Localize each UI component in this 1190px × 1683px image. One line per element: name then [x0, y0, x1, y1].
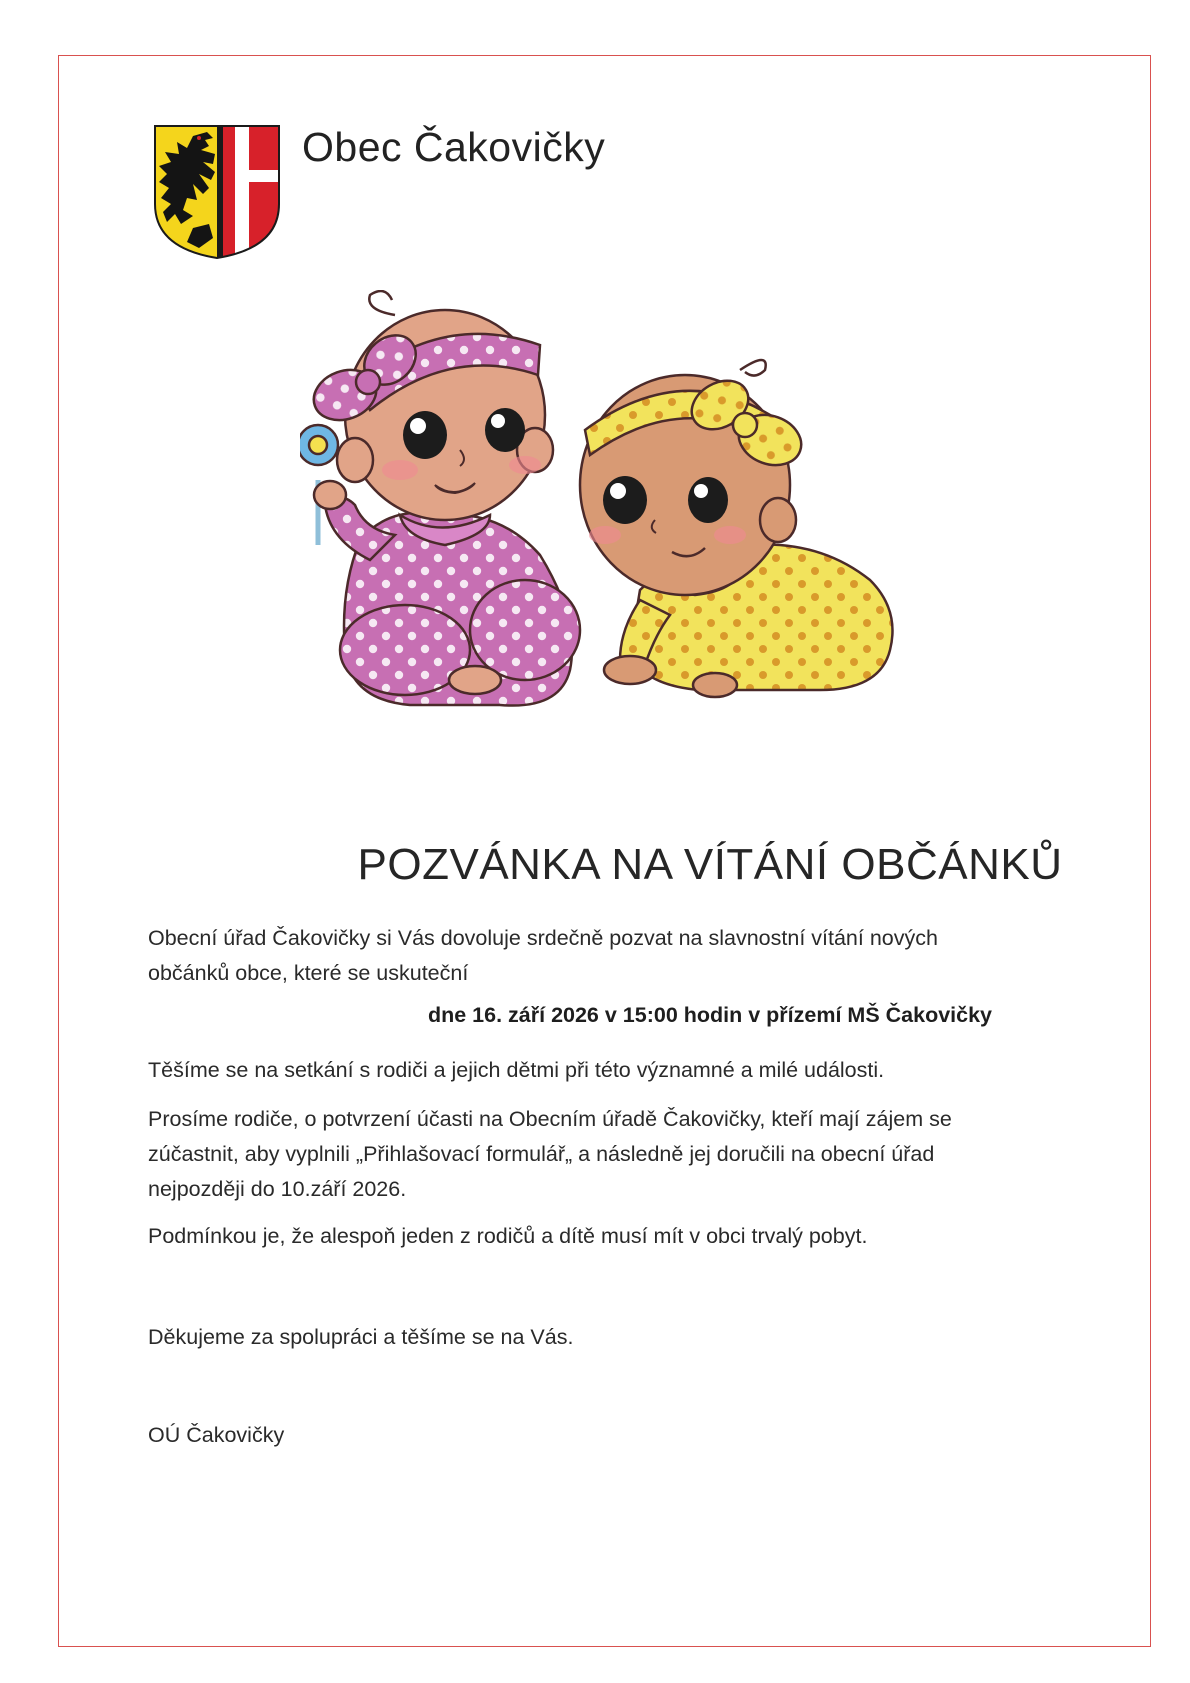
- invitation-title: POZVÁNKA NA VÍTÁNÍ OBČÁNKŮ: [357, 840, 1063, 889]
- event-details: dne 16. září 2026 v 15:00 hodin v přízemí MŠ Čakovičky: [427, 1003, 993, 1027]
- intro-line-1: Obecní úřad Čakovičky si Vás dovoluje srdečně pozvat na slavnostní vítání nových: [148, 926, 938, 950]
- intro-line-2: občánků obce, které se uskuteční: [148, 961, 469, 985]
- intro-paragraph: [148, 921, 1028, 991]
- town-name: Obec Čakovičky: [302, 124, 606, 170]
- request-line-3: nejpozději do 10.září 2026.: [148, 1177, 407, 1201]
- coat-of-arms-icon: [153, 124, 281, 260]
- pink-baby: [300, 291, 580, 706]
- signature: OÚ Čakovičky: [148, 1423, 285, 1447]
- condition-text: Podmínkou je, že alespoň jeden z rodičů a dítě musí mít v obci trvalý pobyt.: [148, 1224, 868, 1248]
- looking-forward-text: Těšíme se na setkání s rodiči a jejich dětmi při této významné a milé události.: [148, 1058, 885, 1082]
- request-line-1: Prosíme rodiče, o potvrzení účasti na Obecním úřadě Čakovičky, kteří mají zájem se: [148, 1107, 952, 1131]
- request-paragraph: [148, 1102, 1028, 1207]
- request-line-2: zúčastnit, aby vyplnili „Přihlašovací formulář„ a následně jej doručili na obecní úřad: [148, 1142, 935, 1166]
- two-babies-illustration: [300, 290, 960, 770]
- thanks-text: Děkujeme za spolupráci a těšíme se na Vás.: [148, 1325, 574, 1349]
